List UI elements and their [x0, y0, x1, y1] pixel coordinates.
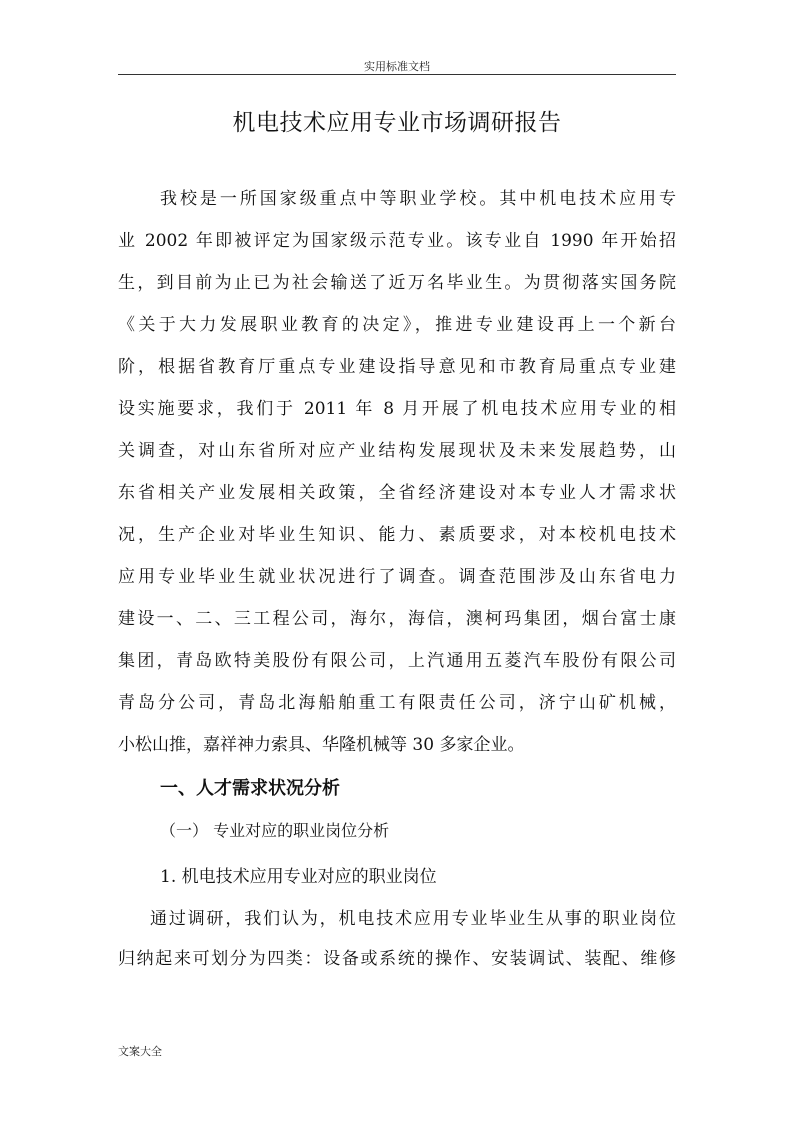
- paragraph-line: 我校是一所国家级重点中等职业学校。其中机电技术应用专: [160, 189, 676, 209]
- paragraph-line: 应用专业毕业生就业状况进行了调查。调查范围涉及山东省电力: [118, 567, 676, 587]
- item-heading: 1. 机电技术应用专业对应的职业岗位: [160, 867, 437, 887]
- paragraph-line: 况，生产企业对毕业生知识、能力、素质要求，对本校机电技术: [118, 525, 676, 545]
- page-footer: 文案大全: [118, 1045, 162, 1058]
- header-divider: [118, 74, 676, 75]
- paragraph-line: 归纳起来可划分为四类：设备或系统的操作、安装调试、装配、维修: [118, 949, 676, 969]
- paragraph-line: 小松山推，嘉祥神力索具、华隆机械等 30 多家企业。: [118, 735, 525, 755]
- paragraph-line: 东省相关产业发展相关政策，全省经济建设对本专业人才需求状: [118, 483, 676, 503]
- paragraph-line: 阶，根据省教育厅重点专业建设指导意见和市教育局重点专业建: [118, 357, 676, 377]
- paragraph-line: 业 2002 年即被评定为国家级示范专业。该专业自 1990 年开始招: [118, 231, 676, 251]
- paragraph-line: 《关于大力发展职业教育的决定》，推进专业建设再上一个新台: [118, 315, 676, 335]
- paragraph-line: 集团，青岛欧特美股份有限公司，上汽通用五菱汽车股份有限公司: [118, 651, 676, 671]
- paragraph-line: 通过调研，我们认为，机电技术应用专业毕业生从事的职业岗位: [150, 909, 676, 929]
- paragraph-line: 生，到目前为止已为社会输送了近万名毕业生。为贯彻落实国务院: [118, 273, 676, 293]
- section-heading: 一、人才需求状况分析: [160, 778, 340, 799]
- paragraph-line: 设实施要求，我们于 2011 年 8 月开展了机电技术应用专业的相: [118, 399, 676, 419]
- subsection-heading: （一） 专业对应的职业岗位分析: [160, 821, 390, 840]
- paragraph-line: 建设一、二、三工程公司，海尔，海信，澳柯玛集团，烟台富士康: [118, 609, 676, 629]
- paragraph-line: 关调查，对山东省所对应产业结构发展现状及未来发展趋势，山: [118, 441, 676, 461]
- document-title: 机电技术应用专业市场调研报告: [232, 110, 562, 136]
- page-header: 实用标准文档: [364, 60, 430, 73]
- paragraph-line: 青岛分公司，青岛北海船舶重工有限责任公司，济宁山矿机械，: [118, 693, 676, 713]
